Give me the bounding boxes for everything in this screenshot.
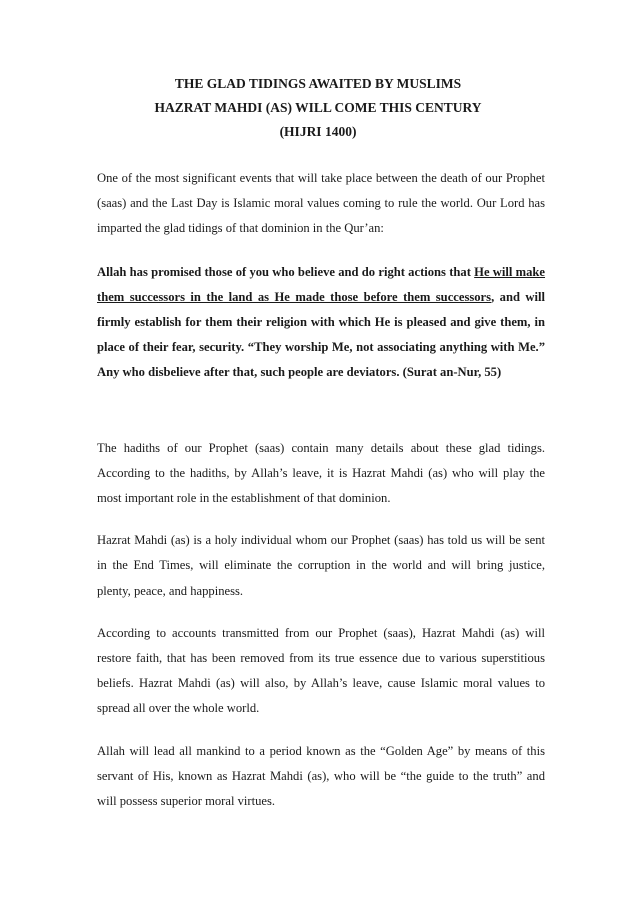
verse-text-2: , and will firmly establish for them their religion with which He is pleased and give them, in place of their fear, security. “They worship Me, not associating anything with Me.” Any who disbelieve after that, such people are deviators. (Surat an-Nur, 55) <box>97 289 545 380</box>
document-title <box>91 72 545 144</box>
verse-text-1: Allah has promised those of you who believe and do right actions that <box>97 264 475 279</box>
intro-paragraph: One of the most significant events that will take place between the death of our Prophet (saas) and the Last Day is Islamic moral values coming to rule the world. Our Lord has imparted the glad tidings of that dominion in the Qur’an: <box>97 171 545 236</box>
title-line-1: THE GLAD TIDINGS AWAITED BY MUSLIMS <box>174 76 462 91</box>
paragraph-restore-faith: According to accounts transmitted from our Prophet (saas), Hazrat Mahdi (as) will restore faith, that has been removed from its true essence due to various superstitious beliefs. Hazrat Mahdi (as) will also, by Allah’s leave, cause Islamic moral values to spread all over the whole world. <box>97 625 545 716</box>
paragraph-hadiths: The hadiths of our Prophet (saas) contain many details about these glad tidings. According to the hadiths, by Allah’s leave, it is Hazrat Mahdi (as) who will play the most important role in the establishment of that dominion. <box>97 440 545 506</box>
paragraph-golden-age: Allah will lead all mankind to a period known as the “Golden Age” by means of this servant of His, known as Hazrat Mahdi (as), who will be “the guide to the truth” and will possess superior moral virtues. <box>97 743 545 809</box>
document-page <box>97 72 545 814</box>
paragraph-holy-individual: Hazrat Mahdi (as) is a holy individual whom our Prophet (saas) has told us will be sent in the End Times, will eliminate the corruption in the world and will bring justice, plenty, peace, and happiness. <box>97 533 545 598</box>
title-line-3: (HIJRI 1400) <box>279 124 357 139</box>
title-line-2: HAZRAT MAHDI (AS) WILL COME THIS CENTURY <box>154 100 482 115</box>
verse-quote <box>97 260 545 386</box>
verse-underlined-text: He will make them successors in the land as He made those before them successors <box>97 264 546 304</box>
